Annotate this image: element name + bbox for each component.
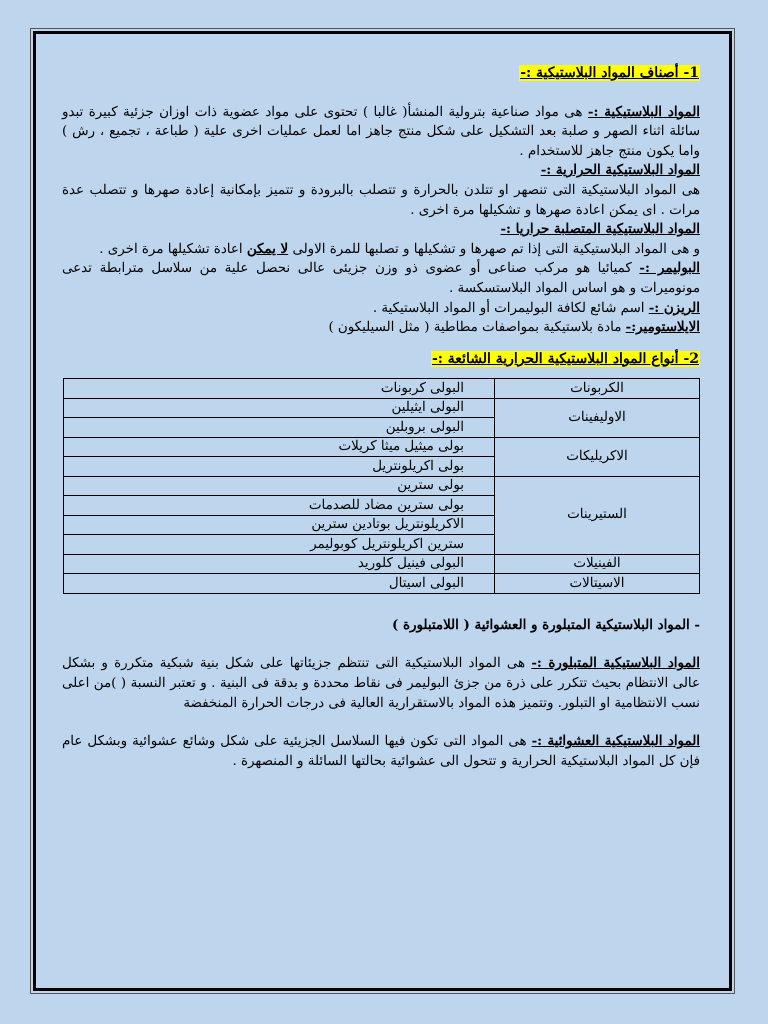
table-row bbox=[64, 574, 700, 594]
thermoplastics-term: المواد البلاستيكية الحرارية :- bbox=[540, 162, 700, 179]
thermoplastics-text: هى المواد البلاستيكية التى تنصهر او تتلدن بالحرارة و تتصلب بالبرودة و تتميز بإمكانية إعادة صهرها و تتصلب عدة مرات . اى يمكن اعادة صهرها و تشكيلها مرة اخرى . bbox=[62, 182, 700, 218]
category-cell: الاسيتالات bbox=[495, 574, 700, 594]
amorphous-definition bbox=[62, 732, 700, 771]
thermosets-definition bbox=[62, 220, 700, 259]
item-cell: بولى اكريلونتريل bbox=[64, 457, 495, 477]
thermosets-text-b: اعادة تشكيلها مرة اخرى . bbox=[99, 241, 247, 257]
item-cell: بولى ميثيل ميثا كريلات bbox=[64, 437, 495, 457]
polymer-term: البوليمر :- bbox=[639, 260, 700, 277]
category-cell: الاوليفينات bbox=[495, 398, 700, 437]
item-cell: سترين اكريلونتريل كوبوليمر bbox=[64, 535, 495, 555]
item-cell: البولى كربونات bbox=[64, 379, 495, 399]
category-cell: الكربونات bbox=[495, 379, 700, 399]
category-cell: الفينيلات bbox=[495, 554, 700, 574]
resin-text: اسم شائع لكافة البوليمرات أو المواد البلاستيكية . bbox=[372, 300, 649, 316]
crystalline-text: هى المواد البلاستيكية التى تنتظم جزيئاتها على شكل بنية شبكية متكررة و بشكل عالى الانتظام بحيث تتكرر على ذرة من جزئ البوليمر فى نقاط محددة و بدقة فى البنية . و تعتبر النسبة ( )من اعلى نسب الانتظامية او التبلور. وتتميز هذه المواد بالاستقرارية العالية فى درجات الحرارة المنخفضة bbox=[62, 656, 700, 711]
item-cell: بولى سترين مضاد للصدمات bbox=[64, 496, 495, 516]
category-cell: الستيرينات bbox=[495, 476, 700, 554]
polymer-definition bbox=[62, 259, 700, 298]
crystalline-term: المواد البلاستيكية المتبلورة :- bbox=[531, 655, 700, 672]
item-cell: الاكريلونتريل بوتادين سترين bbox=[64, 515, 495, 535]
crystalline-definition bbox=[62, 654, 700, 713]
elastomer-definition bbox=[62, 318, 700, 338]
thermosets-emphasis: لا يمكن bbox=[246, 240, 289, 257]
amorphous-text: هى المواد التى تكون فيها السلاسل الجزيئية على شكل وشائع عشوائية وبشكل عام فإن كل المواد البلاستيكية الحرارية و تتحول الى عشوائية بحالتها السائلة و المنصهرة . bbox=[62, 734, 700, 769]
plastics-term: المواد البلاستيكية :- bbox=[587, 103, 700, 120]
section-2-heading bbox=[62, 350, 700, 370]
table-row bbox=[64, 398, 700, 418]
thermosets-text-a: و هى المواد البلاستيكية التى إذا تم صهرها و تشكيلها و تصلبها للمرة الاولى bbox=[288, 241, 700, 257]
plastics-definition bbox=[62, 103, 700, 162]
section-1-heading-text: 1- أصناف المواد البلاستيكية :- bbox=[520, 65, 699, 81]
elastomer-text: مادة بلاستيكية بمواصفات مطاطية ( مثل السيليكون ) bbox=[328, 320, 626, 336]
item-cell: بولى سترين bbox=[64, 476, 495, 496]
item-cell: البولى بروبلين bbox=[64, 418, 495, 438]
section-1-heading bbox=[62, 64, 700, 84]
section-3-heading: - المواد البلاستيكية المتبلورة و العشوائية ( اللامتبلورة ) bbox=[391, 616, 700, 633]
table-row bbox=[64, 379, 700, 399]
thermoplastics-table bbox=[63, 378, 700, 594]
elastomer-term: الايلاستومير:- bbox=[625, 319, 700, 336]
table-row bbox=[64, 437, 700, 457]
category-cell: الاكريليكات bbox=[495, 437, 700, 476]
item-cell: البولى ايثيلين bbox=[64, 398, 495, 418]
item-cell: البولى فينيل كلوريد bbox=[64, 554, 495, 574]
section-2-heading-text: 2- أنواع المواد البلاستيكية الحرارية الشائعة :- bbox=[431, 350, 699, 367]
plastics-text: هى مواد صناعية بترولية المنشأ( غالبا ) تحتوى على مواد عضوية ذات اوزان جزئية كبيرة تبدو سائلة اثناء الصهر و صلبة بعد التشكيل على شكل منتج جاهز اما لعمل عمليات اخرى علية ( طباعة ، تجميع ، رش ) واما يكون منتج جاهز للاستخدام . bbox=[62, 104, 700, 159]
document-content bbox=[62, 64, 700, 771]
table-row bbox=[64, 554, 700, 574]
thermosets-term: المواد البلاستيكية المتصلبة حراريا :- bbox=[500, 221, 700, 238]
polymer-text: كميائيا هو مركب صناعى أو عضوى ذو وزن جزيئى عالى نحصل علية من سلاسل مترابطة تدعى مونوميرات و هو اساس المواد البلاستسكسة . bbox=[62, 261, 700, 296]
amorphous-term: المواد البلاستيكية العشوائية :- bbox=[531, 733, 701, 750]
resin-term: الريزن :- bbox=[648, 299, 700, 316]
table-row bbox=[64, 476, 700, 496]
item-cell: البولى اسيتال bbox=[64, 574, 495, 594]
resin-definition bbox=[62, 299, 700, 319]
thermoplastics-definition bbox=[62, 161, 700, 220]
